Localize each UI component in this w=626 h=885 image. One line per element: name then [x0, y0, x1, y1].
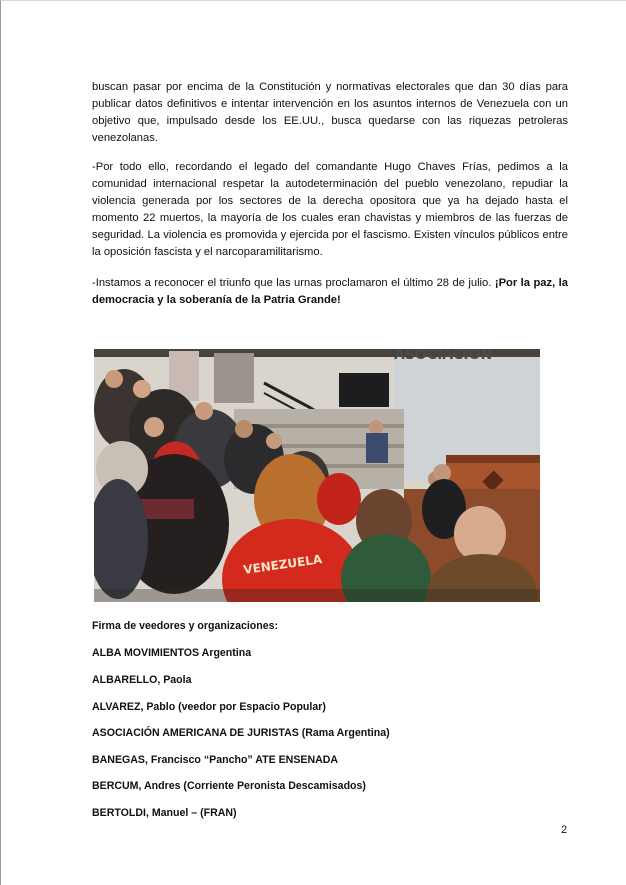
photo-shirt-text: VENEZUELA: [242, 552, 323, 577]
assembly-photo: [94, 349, 540, 602]
signature-entry: BERCUM, Andres (Corriente Peronista Descamisados): [92, 780, 366, 792]
paragraph-recognition-text: -Instamos a reconocer el triunfo que las urnas proclamaron el último 28 de julio.: [92, 277, 495, 289]
paragraph-recognition-slogan: ¡Por la paz, la democracia y la soberanía de la Patria Grande!: [92, 277, 569, 306]
signature-entry: BANEGAS, Francisco “Pancho” ATE ENSENADA: [92, 754, 339, 766]
signature-entry: ASOCIACIÓN AMERICANA DE JURISTAS (Rama Argentina): [92, 727, 390, 739]
paragraph-recognition: [92, 275, 568, 309]
page-number: 2: [561, 824, 568, 836]
signature-entry: BERTOLDI, Manuel – (FRAN): [92, 807, 237, 819]
signature-entry: ALBA MOVIMIENTOS Argentina: [92, 647, 252, 659]
paragraph-constitution: buscan pasar por encima de la Constitución y normativas electorales que dan 30 días para publicar datos definitivos e intentar intervención en los asuntos internos de Venezuela con un objetivo que, impulsado desde los EE.UU., busca quedarse con las riquezas petroleras venezolanas.: [92, 81, 568, 144]
signature-entry: ALBARELLO, Paola: [92, 674, 192, 686]
photo-wall-sign: ASOCIACION: [394, 349, 493, 363]
paragraph-self-determination: -Por todo ello, recordando el legado del comandante Hugo Chaves Frías, pedimos a la comunidad internacional respetar la autodeterminación del pueblo venezolano, repudiar la violencia generada por los sectores de la derecha opositora que ya ha dejado hasta el momento 22 muertos, la mayoría de los cuales eran chavistas y miembros de las fuerzas de seguridad. La violencia es promovida y ejercida por el fascismo. Existen vínculos públicos entre la oposición fascista y el narcoparamilitarismo.: [92, 161, 568, 258]
signature-entry: ALVAREZ, Pablo (veedor por Espacio Popular): [92, 701, 326, 713]
signatures-heading: Firma de veedores y organizaciones:: [92, 620, 279, 632]
